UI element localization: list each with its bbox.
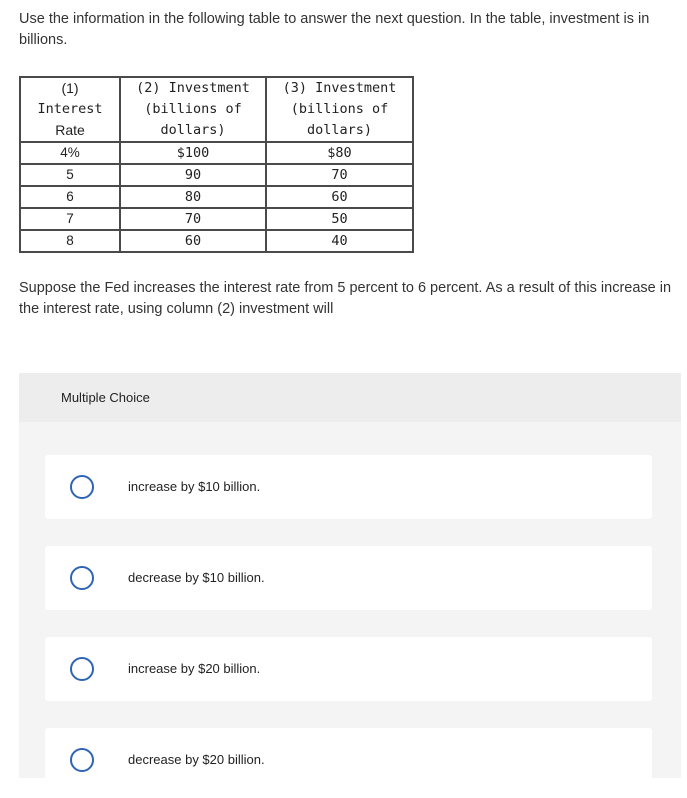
radio-button-icon[interactable] xyxy=(70,566,94,590)
multiple-choice-panel xyxy=(19,373,681,778)
header-interest-rate xyxy=(20,77,120,142)
answer-option-label: increase by $10 billion. xyxy=(128,479,261,494)
intro-text: Use the information in the following table to answer the next question. In the table, investment is in billions. xyxy=(19,11,650,48)
answer-option-label: decrease by $20 billion. xyxy=(128,752,265,767)
cell-investment-2: 70 xyxy=(120,208,266,230)
header-line: (billions of xyxy=(144,101,242,117)
table-header-row xyxy=(20,77,413,142)
answer-option-label: increase by $20 billion. xyxy=(128,661,261,676)
header-line: Interest xyxy=(37,101,103,117)
header-line: dollars) xyxy=(306,122,373,138)
cell-investment-3: 40 xyxy=(266,230,413,252)
cell-investment-2: $100 xyxy=(120,142,266,164)
question-text: Suppose the Fed increases the interest rate from 5 percent to 6 percent. As a result of this increase in the interest rate, using column (2) investment will xyxy=(19,280,672,317)
table-row xyxy=(20,164,413,186)
header-line: (3) Investment xyxy=(282,80,397,96)
table-row xyxy=(20,208,413,230)
table-row xyxy=(20,142,413,164)
answer-option-b[interactable] xyxy=(45,546,652,610)
header-line: dollars) xyxy=(160,122,226,138)
cell-interest-rate: 4% xyxy=(20,142,120,164)
cell-investment-3: $80 xyxy=(266,142,413,164)
header-line: (1) xyxy=(61,80,79,96)
header-line: (2) Investment xyxy=(136,80,250,96)
answer-option-a[interactable] xyxy=(45,455,652,519)
header-investment-2 xyxy=(120,77,266,142)
table-row xyxy=(20,186,413,208)
cell-investment-2: 80 xyxy=(120,186,266,208)
radio-button-icon[interactable] xyxy=(70,657,94,681)
answer-option-d[interactable] xyxy=(45,728,652,778)
cell-investment-3: 60 xyxy=(266,186,413,208)
multiple-choice-header xyxy=(19,373,681,422)
cell-interest-rate: 6 xyxy=(20,186,120,208)
cell-investment-2: 90 xyxy=(120,164,266,186)
header-investment-3 xyxy=(266,77,413,142)
cell-interest-rate: 7 xyxy=(20,208,120,230)
table-row xyxy=(20,230,413,252)
multiple-choice-label: Multiple Choice xyxy=(61,390,150,405)
radio-button-icon[interactable] xyxy=(70,475,94,499)
header-line: (billions of xyxy=(290,101,389,117)
cell-interest-rate: 8 xyxy=(20,230,120,252)
cell-interest-rate: 5 xyxy=(20,164,120,186)
header-line: Rate xyxy=(55,122,85,138)
cell-investment-2: 60 xyxy=(120,230,266,252)
answer-option-label: decrease by $10 billion. xyxy=(128,570,265,585)
investment-table xyxy=(19,76,414,253)
cell-investment-3: 70 xyxy=(266,164,413,186)
cell-investment-3: 50 xyxy=(266,208,413,230)
answer-option-c[interactable] xyxy=(45,637,652,701)
radio-button-icon[interactable] xyxy=(70,748,94,772)
